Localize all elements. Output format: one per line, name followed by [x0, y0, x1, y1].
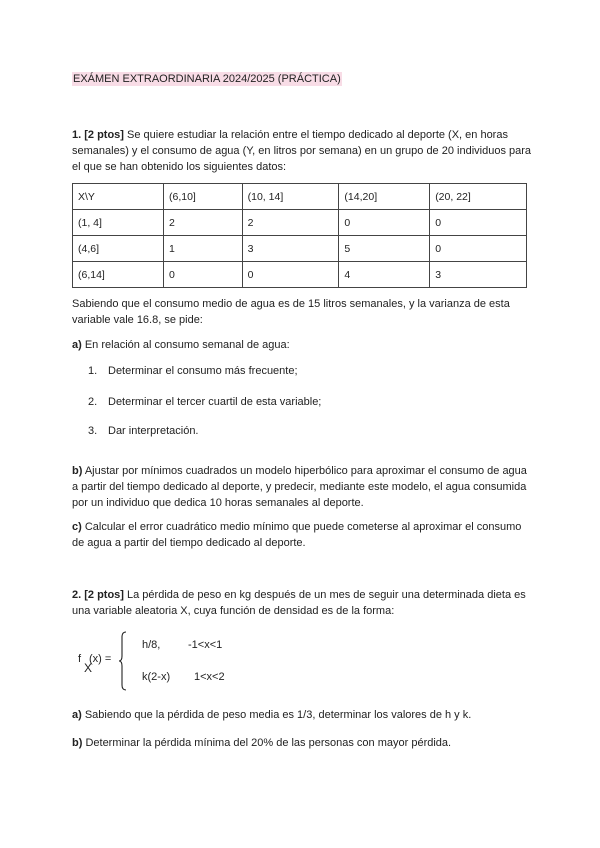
piece2-condition: 1<x<2: [194, 671, 225, 683]
q1-b-text: Ajustar por mínimos cuadrados un modelo hiperbólico para aproximar el consumo de agua a partir del tiempo dedicado al deporte, y predecir, mediante este modelo, el agua consumida por un individuo que dedica 10 horas semanales al deporte.: [72, 465, 527, 509]
table-cell: 3: [430, 262, 527, 288]
table-cell: 0: [242, 262, 339, 288]
q2-a-label: a): [72, 709, 82, 721]
q1-c-label: c): [72, 521, 82, 533]
frequency-table: [72, 183, 527, 288]
table-cell: 0: [339, 210, 430, 236]
q2-b-label: b): [72, 737, 83, 749]
table-cell: (14,20]: [339, 184, 430, 210]
piece2-expression: k(2-x): [142, 671, 171, 683]
q2-part-b: [72, 735, 532, 751]
q2-intro: [72, 587, 532, 619]
table-cell: (4,6]: [73, 236, 164, 262]
q1-label: 1. [2 ptos]: [72, 129, 124, 141]
fx-f: f: [78, 653, 82, 665]
list-item-text: Determinar el consumo más frecuente;: [108, 365, 298, 377]
table-cell: 0: [430, 236, 527, 262]
table-cell: 2: [242, 210, 339, 236]
q2-intro-text: La pérdida de peso en kg después de un mes de seguir una determinada dieta es una variable aleatoria X, cuya función de densidad es de la forma:: [72, 589, 526, 617]
table-cell: 1: [164, 236, 243, 262]
table-cell: (6,14]: [73, 262, 164, 288]
fx-argument: (x) =: [89, 653, 112, 665]
table-cell: (6,10]: [164, 184, 243, 210]
q1-context: Sabiendo que el consumo medio de agua es de 15 litros semanales, y la varianza de esta variable vale 16.8, se pide:: [72, 298, 510, 326]
table-cell: 4: [339, 262, 430, 288]
q1-a-label: a): [72, 339, 82, 351]
list-item-number: 2.: [88, 396, 98, 408]
list-item-text: Dar interpretación.: [108, 425, 199, 437]
fx-subscript: X: [84, 661, 93, 675]
table-cell: X\Y: [73, 184, 164, 210]
table-row: [73, 262, 527, 288]
table-cell: (20, 22]: [430, 184, 527, 210]
q1-part-b: [72, 463, 532, 511]
q1-part-a: [72, 337, 532, 353]
list-item-number: 1.: [88, 365, 98, 377]
list-item-text: Determinar el tercer cuartil de esta variable;: [108, 396, 322, 408]
exam-title: EXÁMEN EXTRAORDINARIA 2024/2025 (PRÁCTICA): [73, 73, 341, 85]
q1-intro: [72, 127, 532, 175]
table-cell: (10, 14]: [242, 184, 339, 210]
q2-label: 2. [2 ptos]: [72, 589, 124, 601]
q2-b-text: Determinar la pérdida mínima del 20% de las personas con mayor pérdida.: [82, 737, 452, 749]
left-brace-icon: [118, 631, 128, 691]
piece1-condition: -1<x<1: [188, 639, 223, 651]
table-row: [73, 236, 527, 262]
q1-part-c: [72, 519, 532, 551]
q1-a-text: En relación al consumo semanal de agua:: [81, 339, 290, 351]
q2-a-text: Sabiendo que la pérdida de peso media es 1/3, determinar los valores de h y k.: [81, 709, 472, 721]
q2-part-a: [72, 707, 532, 723]
list-item-number: 3.: [88, 425, 98, 437]
table-cell: 5: [339, 236, 430, 262]
q1-intro-text: Se quiere estudiar la relación entre el tiempo dedicado al deporte (X, en horas semanales) y el consumo de agua (Y, en litros por semana) en un grupo de 20 individuos para el que se han obtenido los siguientes datos:: [72, 129, 532, 173]
table-header-row: [73, 184, 527, 210]
table-cell: (1, 4]: [73, 210, 164, 236]
table-cell: 2: [164, 210, 243, 236]
list-item: [88, 395, 321, 409]
list-item: [88, 364, 298, 378]
q1-b-label: b): [72, 465, 83, 477]
table-cell: 0: [430, 210, 527, 236]
table-cell: 3: [242, 236, 339, 262]
q1-c-text: Calcular el error cuadrático medio mínimo que puede cometerse al aproximar el consumo de agua a partir del tiempo dedicado al deporte.: [72, 521, 522, 549]
table-cell: 0: [164, 262, 243, 288]
list-item: [88, 424, 199, 438]
table-row: [73, 210, 527, 236]
piece1-expression: h/8,: [142, 639, 161, 651]
